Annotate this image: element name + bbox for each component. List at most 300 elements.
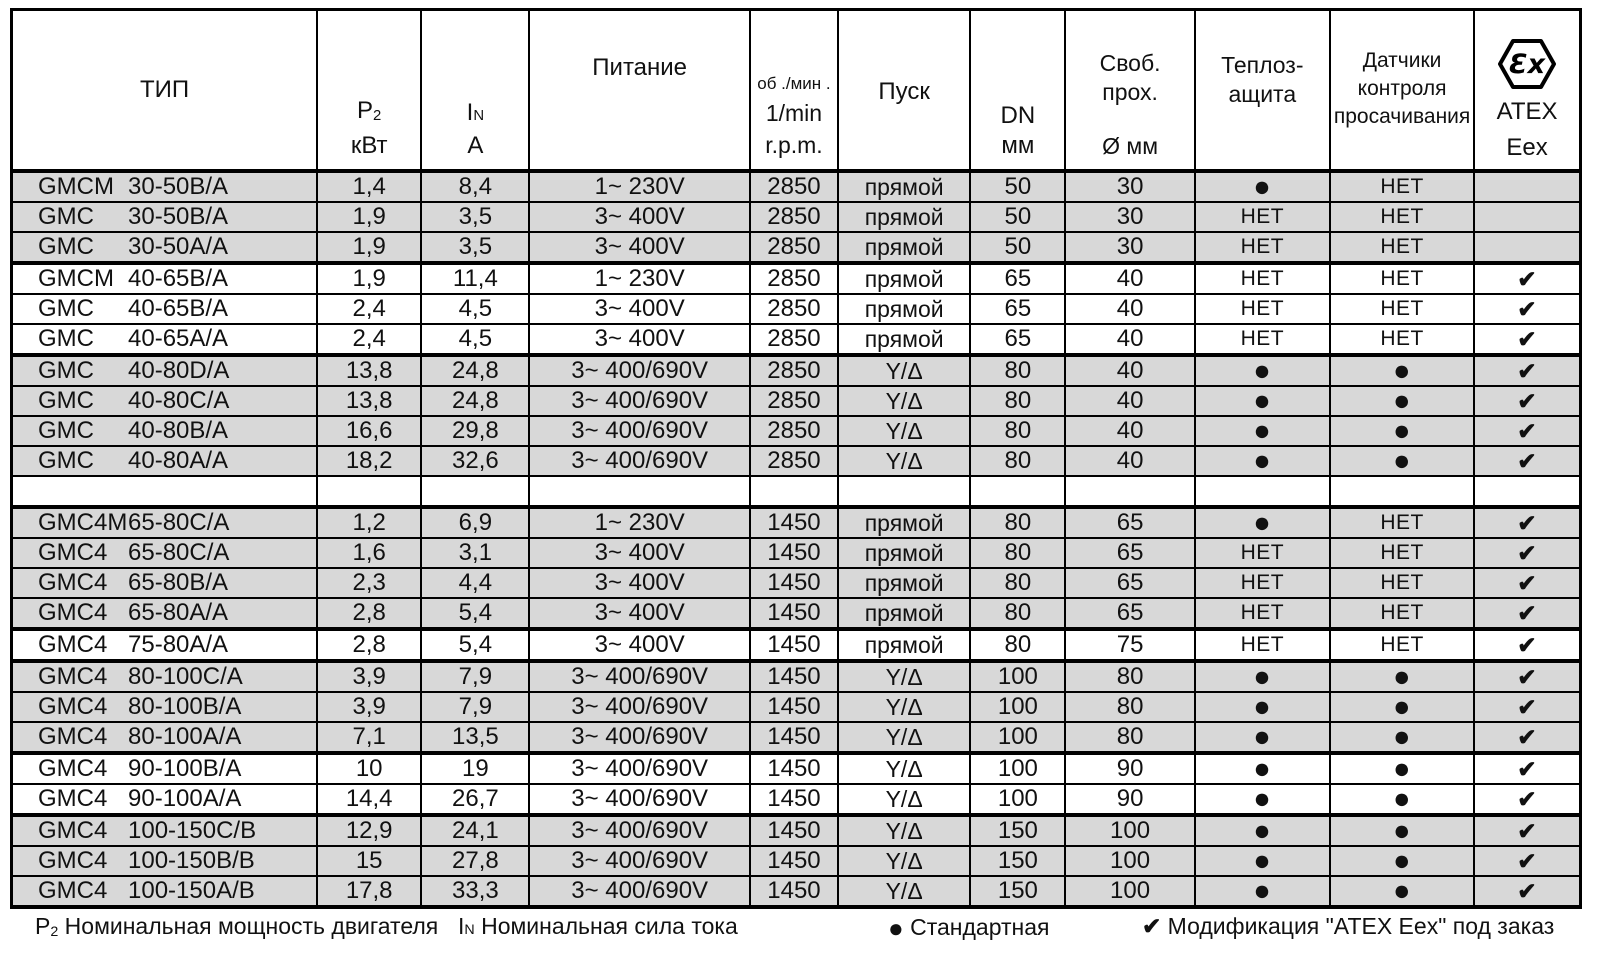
legend-standard: ● Стандартная: [888, 913, 1050, 943]
cell-type: [12, 568, 318, 598]
cell-dn: 80: [970, 568, 1065, 598]
cell-rpm: 2850: [750, 232, 838, 263]
cell-power-supply: 3~ 400V: [529, 568, 749, 598]
cell-in: 32,6: [421, 446, 529, 476]
cell-leak-sensors: ●: [1330, 815, 1474, 846]
cell-p2: 2,4: [317, 324, 421, 355]
cell-thermal-protection: ●: [1195, 722, 1330, 753]
cell-leak-sensors: ●: [1330, 661, 1474, 692]
cell-thermal-protection: ●: [1195, 171, 1330, 202]
cell-leak-sensors: [1330, 476, 1474, 507]
cell-in: 3,1: [421, 538, 529, 568]
cell-leak-sensors: НЕТ: [1330, 171, 1474, 202]
pump-series: GMC4: [38, 663, 108, 690]
table-row: [12, 171, 1581, 202]
cell-type: [12, 753, 318, 784]
cell-dn: 80: [970, 355, 1065, 386]
cell-free-passage: 80: [1065, 692, 1194, 722]
cell-type: [12, 446, 318, 476]
cell-start-type: Y/Δ: [838, 876, 970, 907]
pump-model: 40-65B/A: [128, 295, 229, 322]
pump-model: 100-150C/B: [128, 817, 257, 844]
table-row: [12, 446, 1581, 476]
col-label-type: ТИП: [139, 76, 190, 103]
cell-free-passage: 100: [1065, 876, 1194, 907]
ex-hexagon-icon: [1496, 37, 1558, 91]
cell-type: [12, 876, 318, 907]
cell-p2: 16,6: [317, 416, 421, 446]
col-label-atex: ATEX: [1496, 98, 1558, 125]
cell-in: 4,5: [421, 324, 529, 355]
cell-p2: [317, 476, 421, 507]
pump-model: 90-100A/A: [128, 785, 242, 812]
cell-power-supply: 3~ 400/690V: [529, 386, 749, 416]
table-row: [12, 232, 1581, 263]
col-unit-dn: мм: [1001, 132, 1035, 159]
cell-thermal-protection: ●: [1195, 446, 1330, 476]
cell-power-supply: 3~ 400V: [529, 294, 749, 324]
cell-p2: 13,8: [317, 355, 421, 386]
cell-type: [12, 171, 318, 202]
pump-series: GMC4: [38, 847, 108, 874]
cell-in: 13,5: [421, 722, 529, 753]
col-label-p2: P2: [357, 96, 382, 124]
cell-rpm: 1450: [750, 629, 838, 661]
col-unit-in: A: [467, 132, 484, 159]
cell-type: [12, 815, 318, 846]
cell-power-supply: 3~ 400V: [529, 598, 749, 629]
col-header-leak-sensors: [1330, 10, 1474, 172]
table-row: [12, 263, 1581, 294]
cell-free-passage: 30: [1065, 171, 1194, 202]
cell-p2: 3,9: [317, 692, 421, 722]
cell-atex: ✔: [1474, 815, 1580, 846]
col-label-rpm-ru: об ./мин .: [757, 74, 831, 93]
pump-model: 40-65A/A: [128, 325, 229, 352]
pump-model: 40-80B/A: [128, 417, 229, 444]
cell-power-supply: 3~ 400V: [529, 202, 749, 232]
cell-dn: 50: [970, 171, 1065, 202]
cell-dn: 80: [970, 416, 1065, 446]
cell-p2: 1,6: [317, 538, 421, 568]
pump-model: 100-150B/B: [128, 847, 255, 874]
cell-power-supply: 1~ 230V: [529, 171, 749, 202]
cell-rpm: 2850: [750, 355, 838, 386]
cell-leak-sensors: НЕТ: [1330, 202, 1474, 232]
cell-thermal-protection: [1195, 476, 1330, 507]
cell-p2: 1,2: [317, 507, 421, 538]
cell-atex: ✔: [1474, 386, 1580, 416]
cell-power-supply: 3~ 400V: [529, 629, 749, 661]
cell-free-passage: 40: [1065, 294, 1194, 324]
cell-start-type: Y/Δ: [838, 753, 970, 784]
cell-power-supply: 1~ 230V: [529, 507, 749, 538]
cell-power-supply: 3~ 400/690V: [529, 753, 749, 784]
spec-table: [10, 8, 1582, 909]
cell-rpm: 2850: [750, 386, 838, 416]
cell-rpm: 1450: [750, 753, 838, 784]
cell-p2: 13,8: [317, 386, 421, 416]
cell-p2: 3,9: [317, 661, 421, 692]
cell-free-passage: 65: [1065, 568, 1194, 598]
cell-start-type: прямой: [838, 507, 970, 538]
cell-rpm: 1450: [750, 507, 838, 538]
cell-dn: 150: [970, 815, 1065, 846]
cell-atex: ✔: [1474, 629, 1580, 661]
pump-series: GMC4: [38, 755, 108, 782]
col-label-sensors-2: контроля: [1357, 77, 1447, 100]
pump-series: GMC: [38, 203, 94, 230]
col-header-rpm: [750, 10, 838, 172]
cell-rpm: 1450: [750, 722, 838, 753]
table-row: [12, 753, 1581, 784]
pump-model: 65-80C/A: [128, 509, 230, 536]
table-body: [12, 171, 1581, 907]
cell-p2: 15: [317, 846, 421, 876]
cell-p2: 1,9: [317, 202, 421, 232]
cell-p2: 1,4: [317, 171, 421, 202]
cell-free-passage: 40: [1065, 263, 1194, 294]
pump-model: 65-80B/A: [128, 569, 229, 596]
pump-series: GMC4: [38, 569, 108, 596]
cell-leak-sensors: НЕТ: [1330, 598, 1474, 629]
cell-in: 24,8: [421, 355, 529, 386]
pump-model: 80-100A/A: [128, 723, 242, 750]
cell-power-supply: 3~ 400/690V: [529, 416, 749, 446]
dot-icon: ●: [888, 913, 904, 943]
cell-leak-sensors: ●: [1330, 355, 1474, 386]
cell-power-supply: 3~ 400/690V: [529, 846, 749, 876]
col-label-free-1: Своб.: [1099, 50, 1161, 76]
cell-start-type: прямой: [838, 202, 970, 232]
cell-free-passage: 40: [1065, 446, 1194, 476]
cell-start-type: прямой: [838, 324, 970, 355]
table-row: [12, 294, 1581, 324]
cell-atex: [1474, 232, 1580, 263]
cell-atex: ✔: [1474, 416, 1580, 446]
cell-dn: 50: [970, 202, 1065, 232]
col-header-power: [529, 10, 749, 172]
cell-type: [12, 722, 318, 753]
cell-leak-sensors: ●: [1330, 692, 1474, 722]
pump-series: GMC4: [38, 817, 108, 844]
header-row: [12, 10, 1581, 172]
cell-leak-sensors: НЕТ: [1330, 629, 1474, 661]
col-label-rpm-en: r.p.m.: [765, 132, 823, 158]
cell-p2: 18,2: [317, 446, 421, 476]
cell-free-passage: 90: [1065, 753, 1194, 784]
cell-rpm: 2850: [750, 202, 838, 232]
pump-series: GMC4: [38, 723, 108, 750]
pump-model: 30-50B/A: [128, 203, 229, 230]
cell-type: [12, 324, 318, 355]
cell-type: [12, 538, 318, 568]
col-unit-p2: кВт: [350, 132, 388, 159]
table-row: [12, 568, 1581, 598]
cell-free-passage: 90: [1065, 784, 1194, 815]
cell-atex: ✔: [1474, 324, 1580, 355]
pump-series: GMC4: [38, 599, 108, 626]
cell-rpm: 2850: [750, 294, 838, 324]
cell-leak-sensors: НЕТ: [1330, 232, 1474, 263]
cell-atex: ✔: [1474, 538, 1580, 568]
cell-dn: 80: [970, 598, 1065, 629]
cell-start-type: Y/Δ: [838, 815, 970, 846]
cell-type: [12, 598, 318, 629]
cell-dn: 100: [970, 661, 1065, 692]
cell-leak-sensors: ●: [1330, 416, 1474, 446]
cell-free-passage: 30: [1065, 232, 1194, 263]
col-header-thermal: [1195, 10, 1330, 172]
svg-text:Ɛx: Ɛx: [1508, 49, 1546, 80]
pump-series: GMC4: [38, 539, 108, 566]
legend-p2: P2 Номинальная мощность двигателя: [35, 913, 439, 941]
cell-type: [12, 386, 318, 416]
pump-model: 30-50A/A: [128, 233, 229, 260]
cell-rpm: 1450: [750, 661, 838, 692]
cell-start-type: Y/Δ: [838, 784, 970, 815]
cell-start-type: [838, 476, 970, 507]
cell-free-passage: 40: [1065, 386, 1194, 416]
pump-series: GMC4M: [38, 509, 128, 536]
table-row: [12, 815, 1581, 846]
col-label-sensors-1: Датчики: [1362, 49, 1442, 72]
pump-model: 90-100B/A: [128, 755, 242, 782]
col-label-rpm-min: 1/min: [765, 100, 823, 126]
table-header: [12, 10, 1581, 172]
cell-rpm: 2850: [750, 446, 838, 476]
cell-in: 26,7: [421, 784, 529, 815]
pump-model: 80-100B/A: [128, 693, 242, 720]
cell-dn: 80: [970, 386, 1065, 416]
cell-in: 24,1: [421, 815, 529, 846]
cell-thermal-protection: НЕТ: [1195, 324, 1330, 355]
cell-free-passage: 30: [1065, 202, 1194, 232]
pump-model: 65-80A/A: [128, 599, 229, 626]
cell-in: 5,4: [421, 598, 529, 629]
cell-free-passage: 80: [1065, 722, 1194, 753]
cell-leak-sensors: НЕТ: [1330, 294, 1474, 324]
cell-type: [12, 507, 318, 538]
cell-type: [12, 294, 318, 324]
cell-in: 19: [421, 753, 529, 784]
pump-series: GMCM: [38, 265, 114, 292]
cell-thermal-protection: НЕТ: [1195, 568, 1330, 598]
pump-series: GMC4: [38, 877, 108, 904]
cell-dn: 150: [970, 876, 1065, 907]
cell-free-passage: 65: [1065, 507, 1194, 538]
cell-dn: 80: [970, 507, 1065, 538]
cell-in: 5,4: [421, 629, 529, 661]
cell-thermal-protection: НЕТ: [1195, 263, 1330, 294]
cell-free-passage: 40: [1065, 324, 1194, 355]
cell-atex: ✔: [1474, 661, 1580, 692]
cell-rpm: 1450: [750, 815, 838, 846]
table-row: [12, 507, 1581, 538]
table-row: [12, 538, 1581, 568]
table-row: [12, 202, 1581, 232]
cell-type: [12, 355, 318, 386]
cell-rpm: 2850: [750, 416, 838, 446]
cell-in: 8,4: [421, 171, 529, 202]
cell-atex: ✔: [1474, 876, 1580, 907]
cell-dn: 80: [970, 446, 1065, 476]
cell-type: [12, 661, 318, 692]
cell-power-supply: 3~ 400/690V: [529, 355, 749, 386]
cell-p2: 17,8: [317, 876, 421, 907]
cell-free-passage: 40: [1065, 355, 1194, 386]
cell-in: 27,8: [421, 846, 529, 876]
cell-atex: ✔: [1474, 722, 1580, 753]
legend-atex-option: ✔ Модификация "ATEX Eex" под заказ: [1142, 913, 1555, 939]
cell-thermal-protection: ●: [1195, 692, 1330, 722]
cell-p2: 7,1: [317, 722, 421, 753]
cell-atex: ✔: [1474, 355, 1580, 386]
cell-start-type: Y/Δ: [838, 446, 970, 476]
cell-leak-sensors: ●: [1330, 386, 1474, 416]
cell-leak-sensors: ●: [1330, 753, 1474, 784]
cell-type: [12, 263, 318, 294]
cell-dn: 100: [970, 692, 1065, 722]
table-row: [12, 722, 1581, 753]
cell-thermal-protection: НЕТ: [1195, 538, 1330, 568]
cell-thermal-protection: ●: [1195, 355, 1330, 386]
cell-type: [12, 476, 318, 507]
col-header-atex: [1474, 10, 1580, 172]
table-row: [12, 355, 1581, 386]
pump-model: 40-65B/A: [128, 265, 229, 292]
cell-start-type: прямой: [838, 171, 970, 202]
cell-dn: 65: [970, 263, 1065, 294]
cell-thermal-protection: ●: [1195, 815, 1330, 846]
cell-in: 3,5: [421, 232, 529, 263]
cell-type: [12, 784, 318, 815]
cell-leak-sensors: ●: [1330, 722, 1474, 753]
col-label-eex: Eex: [1506, 134, 1548, 161]
cell-rpm: [750, 476, 838, 507]
legend: [10, 905, 1590, 955]
cell-power-supply: 3~ 400/690V: [529, 446, 749, 476]
cell-rpm: 2850: [750, 171, 838, 202]
col-header-type: [12, 10, 318, 172]
pump-model: 30-50B/A: [128, 173, 229, 200]
cell-leak-sensors: ●: [1330, 784, 1474, 815]
col-header-start: [838, 10, 970, 172]
cell-thermal-protection: НЕТ: [1195, 232, 1330, 263]
cell-start-type: прямой: [838, 538, 970, 568]
cell-atex: ✔: [1474, 446, 1580, 476]
table-row: [12, 476, 1581, 507]
pump-series: GMCM: [38, 173, 114, 200]
table-row: [12, 876, 1581, 907]
pump-model: 80-100C/A: [128, 663, 243, 690]
cell-type: [12, 692, 318, 722]
cell-type: [12, 232, 318, 263]
pump-series: GMC: [38, 295, 94, 322]
table-row: [12, 324, 1581, 355]
cell-rpm: 1450: [750, 692, 838, 722]
cell-free-passage: 100: [1065, 846, 1194, 876]
cell-start-type: Y/Δ: [838, 386, 970, 416]
col-label-sensors-3: просачивания: [1333, 105, 1471, 128]
pump-series: GMC4: [38, 693, 108, 720]
cell-dn: 65: [970, 294, 1065, 324]
cell-dn: 50: [970, 232, 1065, 263]
cell-power-supply: 3~ 400V: [529, 538, 749, 568]
cell-in: 7,9: [421, 692, 529, 722]
pump-model: 100-150A/B: [128, 877, 255, 904]
cell-start-type: прямой: [838, 294, 970, 324]
cell-in: 24,8: [421, 386, 529, 416]
cell-rpm: 1450: [750, 846, 838, 876]
pump-series: GMC: [38, 387, 94, 414]
cell-leak-sensors: НЕТ: [1330, 538, 1474, 568]
col-header-p2: [317, 10, 421, 172]
cell-leak-sensors: НЕТ: [1330, 507, 1474, 538]
cell-leak-sensors: ●: [1330, 876, 1474, 907]
cell-free-passage: [1065, 476, 1194, 507]
cell-p2: 2,8: [317, 629, 421, 661]
cell-type: [12, 416, 318, 446]
cell-thermal-protection: НЕТ: [1195, 294, 1330, 324]
cell-start-type: Y/Δ: [838, 722, 970, 753]
table-row: [12, 784, 1581, 815]
table-row: [12, 416, 1581, 446]
cell-thermal-protection: НЕТ: [1195, 598, 1330, 629]
cell-atex: [1474, 476, 1580, 507]
cell-power-supply: 3~ 400/690V: [529, 784, 749, 815]
pump-series: GMC: [38, 447, 94, 474]
pump-series: GMC: [38, 357, 94, 384]
cell-p2: 14,4: [317, 784, 421, 815]
table-row: [12, 846, 1581, 876]
cell-type: [12, 846, 318, 876]
cell-in: 4,5: [421, 294, 529, 324]
pump-model: 40-80A/A: [128, 447, 229, 474]
cell-p2: 2,8: [317, 598, 421, 629]
cell-atex: ✔: [1474, 598, 1580, 629]
col-label-thermal-1: Теплоз-: [1221, 52, 1304, 78]
cell-atex: ✔: [1474, 507, 1580, 538]
cell-in: 3,5: [421, 202, 529, 232]
cell-start-type: Y/Δ: [838, 692, 970, 722]
cell-free-passage: 40: [1065, 416, 1194, 446]
cell-p2: 2,3: [317, 568, 421, 598]
cell-leak-sensors: НЕТ: [1330, 568, 1474, 598]
cell-rpm: 2850: [750, 263, 838, 294]
col-label-thermal-2: ащита: [1228, 81, 1297, 107]
cell-thermal-protection: ●: [1195, 386, 1330, 416]
col-label-free-2: прох.: [1102, 79, 1158, 105]
cell-thermal-protection: ●: [1195, 876, 1330, 907]
cell-dn: [970, 476, 1065, 507]
cell-dn: 65: [970, 324, 1065, 355]
cell-thermal-protection: НЕТ: [1195, 202, 1330, 232]
cell-rpm: 1450: [750, 568, 838, 598]
col-label-in: IN: [466, 99, 485, 126]
cell-dn: 150: [970, 846, 1065, 876]
pump-series: GMC4: [38, 785, 108, 812]
cell-dn: 100: [970, 784, 1065, 815]
cell-leak-sensors: НЕТ: [1330, 324, 1474, 355]
col-unit-free: Ø мм: [1102, 133, 1159, 159]
cell-start-type: прямой: [838, 263, 970, 294]
cell-free-passage: 65: [1065, 598, 1194, 629]
table-row: [12, 692, 1581, 722]
cell-start-type: Y/Δ: [838, 846, 970, 876]
cell-in: 29,8: [421, 416, 529, 446]
cell-start-type: Y/Δ: [838, 355, 970, 386]
